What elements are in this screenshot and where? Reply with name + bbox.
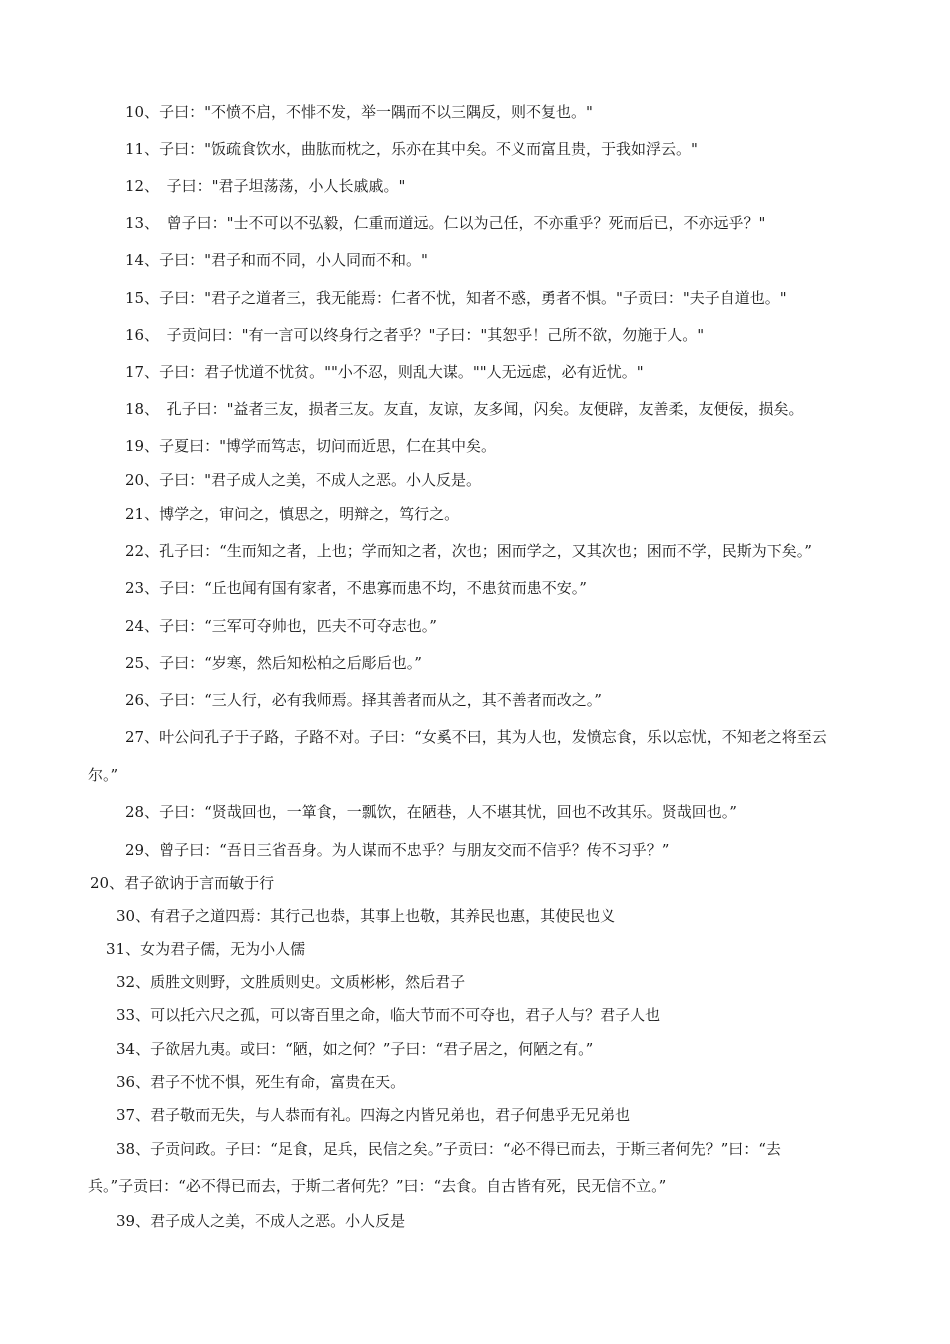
text-line: 30、有君子之道四焉：其行己也恭，其事上也敬，其养民也惠，其使民也义 <box>116 907 616 925</box>
text-line: 34、子欲居九夷。或曰：“陋，如之何？”子曰：“君子居之，何陋之有。” <box>116 1040 594 1058</box>
text-line: 19、子夏曰："博学而笃志，切问而近思，仁在其中矣。 <box>125 437 496 455</box>
text-line: 11、子曰："饭疏食饮水，曲肱而枕之，乐亦在其中矣。不义而富且贵，于我如浮云。" <box>125 140 698 158</box>
text-line: 32、质胜文则野，文胜质则史。文质彬彬，然后君子 <box>116 973 466 991</box>
text-line: 尔。” <box>88 766 119 784</box>
text-line: 23、子曰：“丘也闻有国有家者，不患寡而患不均，不患贫而患不安。” <box>125 579 587 597</box>
text-line: 10、子曰："不愤不启，不悱不发，举一隅而不以三隅反，则不复也。" <box>125 103 593 121</box>
text-line: 27、叶公问孔子于子路，子路不对。子曰：“女奚不曰，其为人也，发愤忘食，乐以忘忧，不知老之将至云 <box>125 728 827 746</box>
text-line: 39、君子成人之美，不成人之恶。小人反是 <box>116 1212 406 1230</box>
text-line: 29、曾子曰：“吾日三省吾身。为人谋而不忠乎？与朋友交而不信乎？传不习乎？” <box>125 841 670 859</box>
text-line: 36、君子不忧不惧，死生有命，富贵在天。 <box>116 1073 406 1091</box>
text-line: 13、 曾子曰："士不可以不弘毅，仁重而道远。仁以为己任，不亦重乎？死而后已，不亦远乎？" <box>125 214 766 232</box>
text-line: 15、子曰："君子之道者三，我无能焉：仁者不忧，知者不惑，勇者不惧。"子贡曰："夫子自道也。" <box>125 289 787 307</box>
text-line: 14、子曰："君子和而不同，小人同而不和。" <box>125 251 428 269</box>
text-line: 21、博学之，审问之，慎思之，明辩之，笃行之。 <box>125 505 460 523</box>
text-line: 28、子曰：“贤哉回也，一箪食，一瓢饮，在陋巷，人不堪其忧，回也不改其乐。贤哉回也。” <box>125 803 737 821</box>
text-line: 17、子曰：君子忧道不忧贫。""小不忍，则乱大谋。""人无远虑，必有近忧。" <box>125 363 644 381</box>
text-line: 20、君子欲讷于言而敏于行 <box>90 874 275 892</box>
text-line: 22、孔子曰：“生而知之者，上也；学而知之者，次也；困而学之，又其次也；困而不学，民斯为下矣。” <box>125 542 812 560</box>
text-line: 12、 子曰："君子坦荡荡，小人长戚戚。" <box>125 177 406 195</box>
text-line: 24、子曰：“三军可夺帅也，匹夫不可夺志也。” <box>125 617 437 635</box>
text-line: 33、可以托六尺之孤，可以寄百里之命，临大节而不可夺也，君子人与？君子人也 <box>116 1006 661 1024</box>
text-line: 26、子曰：“三人行，必有我师焉。择其善者而从之，其不善者而改之。” <box>125 691 602 709</box>
text-line: 18、 孔子曰："益者三友，损者三友。友直，友谅，友多闻，闪矣。友便辟，友善柔，友便佞，损矣。 <box>125 400 804 418</box>
text-line: 兵。”子贡曰：“必不得已而去，于斯二者何先？”曰：“去食。自古皆有死，民无信不立。” <box>88 1177 667 1195</box>
text-line: 20、子曰："君子成人之美，不成人之恶。小人反是。 <box>125 471 481 489</box>
text-line: 31、女为君子儒，无为小人儒 <box>106 940 306 958</box>
text-line: 25、子曰：“岁寒，然后知松柏之后彫后也。” <box>125 654 422 672</box>
text-line: 38、子贡问政。子曰：“足食，足兵，民信之矣。”子贡曰：“必不得已而去，于斯三者何先？”曰：“去 <box>116 1140 781 1158</box>
text-line: 37、君子敬而无失，与人恭而有礼。四海之内皆兄弟也，君子何患乎无兄弟也 <box>116 1106 631 1124</box>
text-line: 16、 子贡问曰："有一言可以终身行之者乎？"子曰："其恕乎！己所不欲，勿施于人。" <box>125 326 705 344</box>
